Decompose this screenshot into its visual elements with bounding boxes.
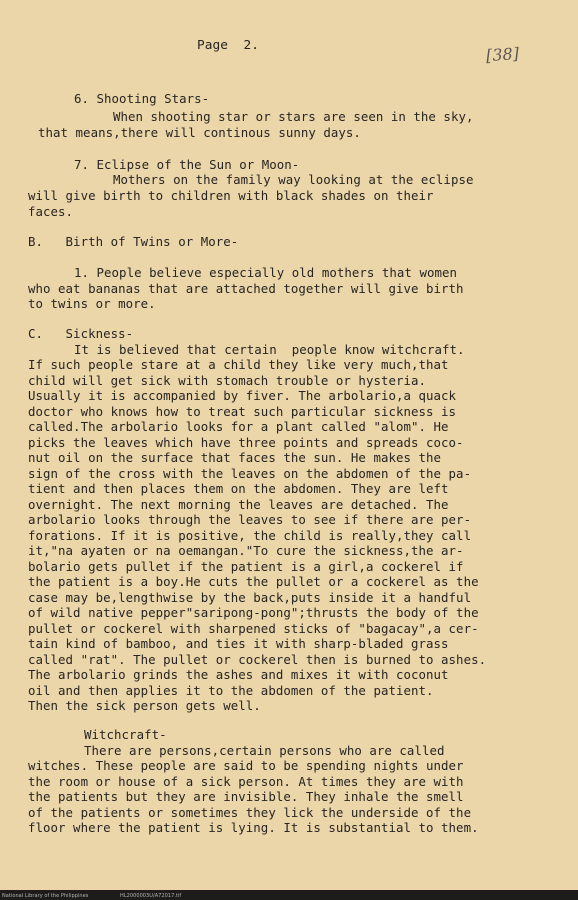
- archive-reference-note: [38]: [485, 43, 520, 66]
- text-line: called.The arbolario looks for a plant called "alom". He: [28, 419, 449, 434]
- heading-eclipse: 7. Eclipse of the Sun or Moon-: [74, 157, 300, 172]
- text-line: Usually it is accompanied by fiver. The arbolario,a quack: [28, 388, 457, 403]
- text-line: witches. These people are said to be spending nights under: [28, 758, 464, 773]
- text-line: of the patients or sometimes they lick the underside of the: [28, 805, 472, 820]
- text-line: Mothers on the family way looking at the eclipse: [113, 172, 474, 187]
- text-line: oil and then applies it to the abdomen of the patient.: [28, 683, 434, 698]
- text-line: the patients but they are invisible. They inhale the smell: [28, 789, 464, 804]
- text-line: Then the sick person gets well.: [28, 698, 261, 713]
- text-line: of wild native pepper"saripong-pong";thrusts the body of the: [28, 605, 479, 620]
- text-line: case may be,lengthwise by the back,puts inside it a handful: [28, 590, 472, 605]
- text-line: It is believed that certain people know witchcraft.: [74, 342, 465, 357]
- text-line: to twins or more.: [28, 296, 156, 311]
- text-line: arbolario looks through the leaves to see if there are per-: [28, 512, 472, 527]
- text-line: picks the leaves which have three points and spreads coco-: [28, 435, 464, 450]
- text-line: child will get sick with stomach trouble or hysteria.: [28, 373, 427, 388]
- heading-witchcraft: Witchcraft-: [84, 727, 167, 742]
- text-line: faces.: [28, 204, 74, 219]
- text-line: called "rat". The pullet or cockerel then is burned to ashes.: [28, 652, 487, 667]
- footer-institution: National Library of the Philippines: [2, 893, 89, 899]
- text-line: will give birth to children with black shades on their: [28, 188, 434, 203]
- text-line: it,"na ayaten or na oemangan."To cure the sickness,the ar-: [28, 543, 464, 558]
- text-line: tain kind of bamboo, and ties it with sharp-bladed grass: [28, 636, 449, 651]
- text-line: If such people stare at a child they like very much,that: [28, 357, 449, 372]
- text-line: who eat bananas that are attached together will give birth: [28, 281, 464, 296]
- heading-birth-of-twins: B. Birth of Twins or More-: [28, 234, 239, 249]
- text-line: doctor who knows how to treat such particular sickness is: [28, 404, 457, 419]
- text-line: nut oil on the surface that faces the sun. He makes the: [28, 450, 442, 465]
- text-line: that means,there will continous sunny days.: [38, 125, 361, 140]
- text-line: sign of the cross with the leaves on the abdomen of the pa-: [28, 466, 472, 481]
- text-line: overnight. The next morning the leaves are detached. The: [28, 497, 449, 512]
- text-line: forations. If it is positive, the child is really,they call: [28, 528, 472, 543]
- text-line: 1. People believe especially old mothers that women: [74, 265, 457, 280]
- text-line: floor where the patient is lying. It is substantial to them.: [28, 820, 479, 835]
- text-line: the room or house of a sick person. At times they are with: [28, 774, 464, 789]
- text-line: When shooting star or stars are seen in the sky,: [113, 109, 474, 124]
- text-line: the patient is a boy.He cuts the pullet or a cockerel as the: [28, 574, 479, 589]
- text-line: There are persons,certain persons who are called: [84, 743, 445, 758]
- text-line: tient and then places them on the abdomen. They are left: [28, 481, 449, 496]
- heading-sickness: C. Sickness-: [28, 326, 134, 341]
- page-number: Page 2.: [197, 38, 260, 53]
- text-line: pullet or cockerel with sharpened sticks of "bagacay",a cer-: [28, 621, 479, 636]
- text-line: bolario gets pullet if the patient is a girl,a cockerel if: [28, 559, 464, 574]
- text-line: The arbolario grinds the ashes and mixes it with coconut: [28, 667, 449, 682]
- footer-file-id: HL2000003U/A72017.tif: [120, 893, 182, 899]
- heading-shooting-stars: 6. Shooting Stars-: [74, 91, 210, 106]
